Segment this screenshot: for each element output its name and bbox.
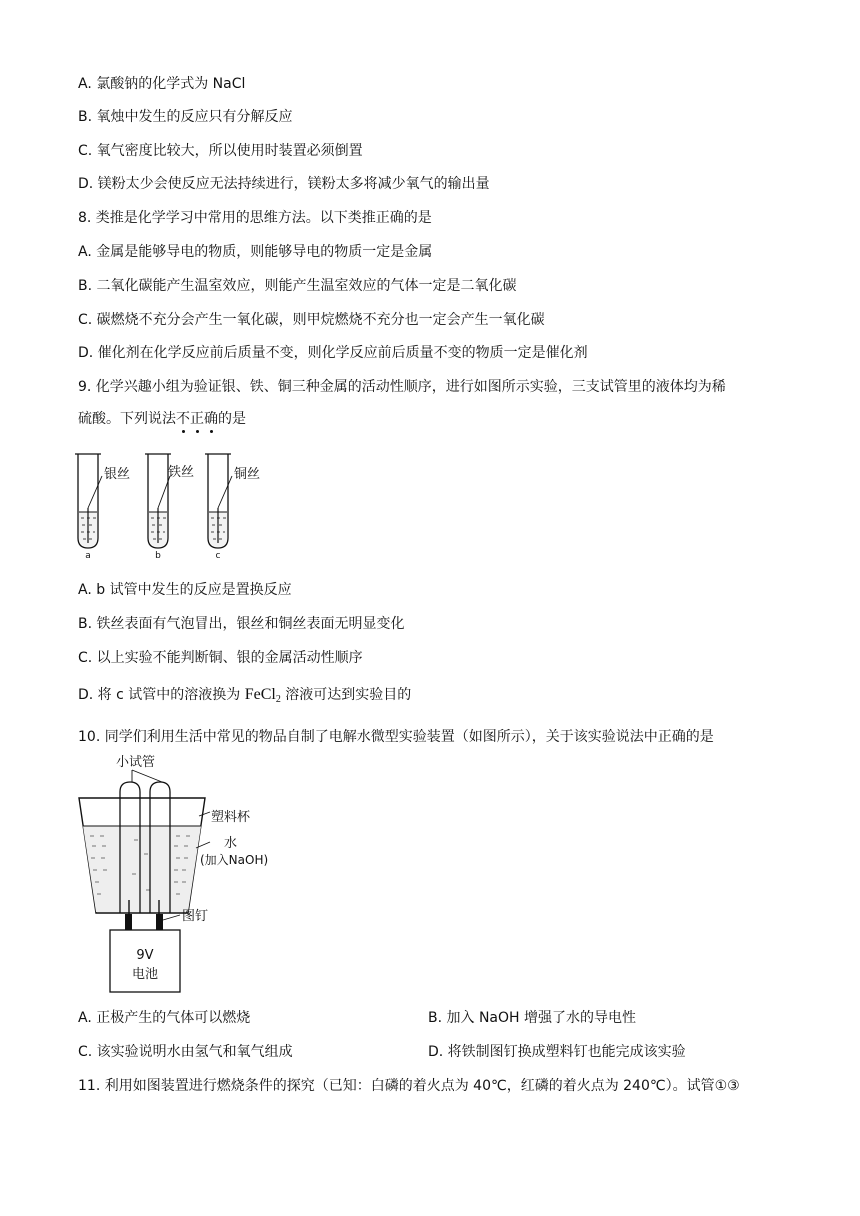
battery-voltage: 9V bbox=[136, 948, 154, 963]
q7-option-a: A. 氯酸钠的化学式为 NaCl bbox=[78, 76, 246, 92]
emphasis-char: 确 bbox=[204, 411, 218, 427]
label-naoh: (加入NaOH) bbox=[200, 853, 269, 867]
electrolysis-figure bbox=[72, 750, 312, 1000]
label-plastic-cup: 塑料杯 bbox=[211, 810, 251, 825]
emphasis-char: 正 bbox=[190, 411, 204, 427]
q9-option-d bbox=[78, 686, 411, 709]
q9-option-a: A. b 试管中发生的反应是置换反应 bbox=[78, 582, 292, 598]
cup-water bbox=[83, 826, 201, 912]
q10-option-a: A. 正极产生的气体可以燃烧 bbox=[78, 1010, 251, 1026]
tube-b-label: 铁丝 bbox=[168, 465, 195, 480]
q9-option-d-pre: D. 将 c 试管中的溶液换为 bbox=[78, 687, 245, 703]
test-tube-c bbox=[205, 454, 260, 560]
tube-b-letter: b bbox=[155, 551, 161, 560]
tube-c-letter: c bbox=[215, 551, 221, 560]
q9-stem-line2 bbox=[78, 410, 246, 428]
battery-text: 电池 bbox=[131, 967, 159, 982]
test-tube-b bbox=[145, 454, 194, 560]
q10-stem: 10. 同学们利用生活中常见的物品自制了电解水微型实验装置（如图所示），关于该实验说法中正确的是 bbox=[78, 729, 714, 745]
q9-option-d-post: 溶液可达到实验目的 bbox=[280, 687, 412, 703]
q10-option-d: D. 将铁制图钉换成塑料钉也能完成该实验 bbox=[428, 1044, 686, 1060]
q10-option-c: C. 该实验说明水由氢气和氧气组成 bbox=[78, 1044, 293, 1060]
q9-stem-pre: 硫酸。下列说法 bbox=[78, 411, 176, 427]
tube-c-label: 铜丝 bbox=[234, 467, 261, 482]
q11-stem: 11. 利用如图装置进行燃烧条件的探究（已知：白磷的着火点为 40℃，红磷的着火点为 240℃）。试管①③ bbox=[78, 1078, 740, 1094]
label-small-tubes: 小试管 bbox=[116, 755, 156, 770]
q7-option-d: D. 镁粉太少会使反应无法持续进行，镁粉太多将减少氧气的输出量 bbox=[78, 176, 490, 192]
q9-stem-post: 的是 bbox=[218, 411, 246, 427]
q8-option-a: A. 金属是能够导电的物质，则能够导电的物质一定是金属 bbox=[78, 244, 433, 260]
q8-option-b: B. 二氧化碳能产生温室效应，则能产生温室效应的气体一定是二氧化碳 bbox=[78, 278, 517, 294]
thumbtack-left bbox=[125, 914, 132, 932]
emphasis-char: 不 bbox=[176, 411, 190, 427]
label-thumbtack: 图钉 bbox=[182, 909, 209, 924]
q8-stem: 8. 类推是化学学习中常用的思维方法。以下类推正确的是 bbox=[78, 210, 432, 226]
q10-option-b: B. 加入 NaOH 增强了水的导电性 bbox=[428, 1010, 637, 1026]
q9-option-c: C. 以上实验不能判断铜、银的金属活动性顺序 bbox=[78, 650, 363, 666]
q7-option-c: C. 氧气密度比较大，所以使用时装置必须倒置 bbox=[78, 143, 363, 159]
tube-a-label: 银丝 bbox=[104, 467, 131, 482]
tube-a-letter: a bbox=[85, 551, 91, 560]
formula-subscript: 2 bbox=[275, 694, 281, 705]
q9-option-b: B. 铁丝表面有气泡冒出，银丝和铜丝表面无明显变化 bbox=[78, 616, 405, 632]
test-tube-a bbox=[75, 454, 130, 560]
q8-option-c: C. 碳燃烧不充分会产生一氧化碳，则甲烷燃烧不充分也一定会产生一氧化碳 bbox=[78, 312, 545, 328]
formula-main: FeCl bbox=[244, 686, 276, 703]
label-water: 水 bbox=[224, 836, 238, 851]
q9-stem-line1: 9. 化学兴趣小组为验证银、铁、铜三种金属的活动性顺序，进行如图所示实验，三支试管里的液体均为稀 bbox=[78, 379, 726, 395]
thumbtack-right bbox=[156, 914, 163, 932]
q7-option-b: B. 氧烛中发生的反应只有分解反应 bbox=[78, 109, 293, 125]
q8-option-d: D. 催化剂在化学反应前后质量不变，则化学反应前后质量不变的物质一定是催化剂 bbox=[78, 345, 588, 361]
fecl2-formula bbox=[245, 686, 281, 703]
test-tubes-figure bbox=[70, 448, 290, 560]
